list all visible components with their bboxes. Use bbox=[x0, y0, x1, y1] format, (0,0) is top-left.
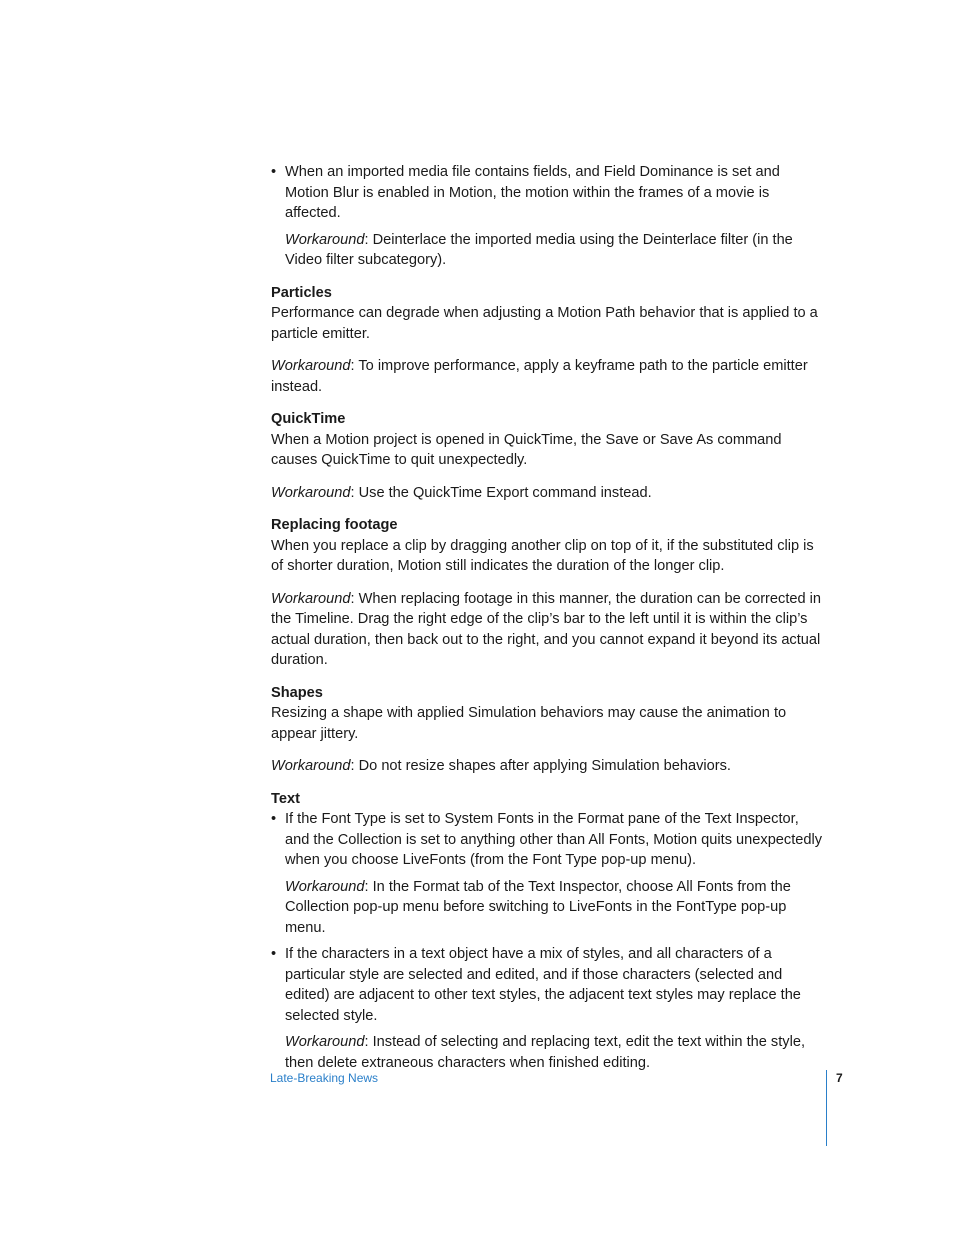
bullet-workaround bbox=[285, 1032, 827, 1073]
section-text bbox=[271, 789, 827, 1074]
workaround-label: Workaround bbox=[285, 231, 365, 248]
section-workaround bbox=[271, 589, 827, 671]
section-heading: Shapes bbox=[271, 684, 323, 701]
section-particles bbox=[271, 283, 827, 398]
bullet-text: If the Font Type is set to System Fonts in the Format pane of the Text Inspector, and the Collection is set to anything other than All Fonts, Motion quits unexpectedly when you choose LiveFonts (from the Font Type pop-up menu). bbox=[285, 811, 823, 868]
section-body: When you replace a clip by dragging another clip on top of it, if the substituted clip is of shorter duration, Motion still indicates the duration of the longer clip. bbox=[271, 537, 814, 574]
page-body bbox=[271, 162, 827, 1073]
bullet-dot: • bbox=[271, 946, 277, 962]
workaround-label: Workaround bbox=[271, 758, 351, 774]
section-heading: Replacing footage bbox=[271, 517, 398, 533]
workaround-text: : Use the QuickTime Export command instead. bbox=[350, 484, 652, 501]
section-workaround bbox=[271, 483, 827, 504]
workaround-text: : Instead of selecting and replacing text, edit the text within the style, then delete extraneous characters when finished editing. bbox=[285, 1034, 805, 1071]
section-heading: Text bbox=[271, 790, 300, 807]
footer-divider bbox=[826, 1070, 827, 1146]
intro-bullet bbox=[271, 162, 827, 271]
footer-chapter-link[interactable]: Late-Breaking News bbox=[270, 1071, 379, 1085]
workaround-text: : Do not resize shapes after applying Simulation behaviors. bbox=[350, 758, 731, 774]
workaround-label: Workaround bbox=[285, 878, 365, 895]
workaround-label: Workaround bbox=[285, 1034, 365, 1050]
workaround-text: : When replacing footage in this manner, the duration can be corrected in the Timeline. Drag the right edge of the clip’s bar to the left until it is within the clip’s actual duration, then back out to the right, and you cannot expand it beyond its actual duration. bbox=[271, 590, 822, 668]
workaround-text: : To improve performance, apply a keyframe path to the particle emitter instead. bbox=[271, 358, 808, 395]
section-quicktime bbox=[271, 409, 827, 503]
section-replacing-footage bbox=[271, 515, 827, 671]
section-workaround bbox=[271, 756, 827, 777]
intro-bullet-text: When an imported media file contains fields, and Field Dominance is set and Motion Blur is enabled in Motion, the motion within the frames of a movie is affected. bbox=[285, 164, 780, 221]
section-heading: Particles bbox=[271, 284, 332, 301]
section-body: Resizing a shape with applied Simulation behaviors may cause the animation to appear jittery. bbox=[271, 705, 787, 742]
section-shapes bbox=[271, 683, 827, 777]
text-bullet-2 bbox=[271, 944, 827, 1073]
bullet-workaround bbox=[285, 877, 827, 939]
workaround-label: Workaround bbox=[271, 358, 351, 374]
section-workaround bbox=[271, 356, 827, 397]
section-body: Performance can degrade when adjusting a Motion Path behavior that is applied to a particle emitter. bbox=[271, 305, 818, 342]
workaround-label: Workaround bbox=[271, 590, 351, 607]
section-heading: QuickTime bbox=[271, 411, 346, 427]
workaround-text: : In the Format tab of the Text Inspector, choose All Fonts from the Collection pop-up menu before switching to LiveFonts in the FontType pop-up menu. bbox=[285, 878, 791, 936]
workaround-text: : Deinterlace the imported media using the Deinterlace filter (in the Video filter subcategory). bbox=[285, 231, 793, 268]
section-body: When a Motion project is opened in QuickTime, the Save or Save As command causes QuickTime to quit unexpectedly. bbox=[271, 431, 782, 468]
workaround-label: Workaround bbox=[271, 484, 351, 501]
bullet-text: If the characters in a text object have a mix of styles, and all characters of a particular style are selected and edited, and if those characters (selected and edited) are adjacent to other text styles, the adjacent text styles may replace the selected style. bbox=[285, 946, 801, 1024]
page-number: 7 bbox=[836, 1071, 843, 1085]
bullet-dot: • bbox=[271, 811, 277, 827]
bullet-dot: • bbox=[271, 164, 277, 180]
text-bullet-1 bbox=[271, 809, 827, 938]
intro-workaround bbox=[285, 230, 827, 271]
